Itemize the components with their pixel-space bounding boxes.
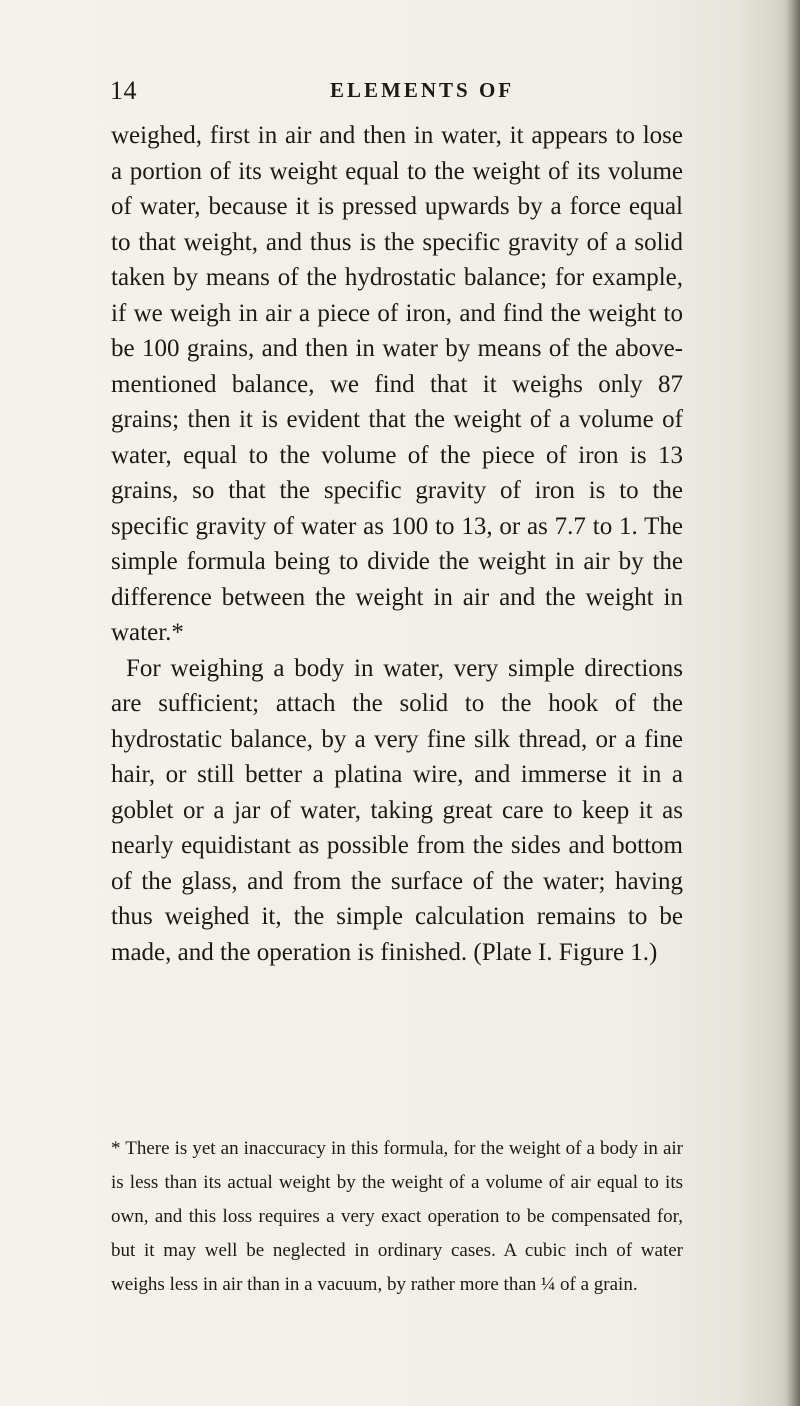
running-head bbox=[0, 76, 760, 112]
page-number: 14 bbox=[110, 76, 137, 105]
paragraph-1: weighed, first in air and then in water, it appears to lose a portion of its weight equal to the weight of its volume of water, because it is pressed upwards by a force equal to that weight, and thus is the specific gravity of a solid taken by means of the hydrostatic balance; for example, if we weigh in air a piece of iron, and find the weight to be 100 grains, and then in water by means of the above-mentioned balance, we find that it weighs only 87 grains; then it is evident that the weight of a volume of water, equal to the volume of the piece of iron is 13 grains, so that the specific gravity of iron is to the specific gravity of water as 100 to 13, or as 7.7 to 1. The simple formula being to divide the weight in air by the difference between the weight in air and the weight in water.* bbox=[111, 122, 683, 646]
running-title: ELEMENTS OF bbox=[330, 78, 515, 102]
paragraph-2: For weighing a body in water, very simple directions are sufficient; attach the solid to the hook of the hydrostatic balance, by a very fine silk thread, or a fine hair, or still better a platina wire, and immerse it in a goblet or a jar of water, taking great care to keep it as nearly equidistant as possible from the sides and bottom of the glass, and from the surface of the water; having thus weighed it, the simple calculation remains to be made, and the operation is finished. (Plate I. Figure 1.) bbox=[111, 654, 683, 966]
page-edge-shadow bbox=[786, 0, 800, 1406]
footnote: * There is yet an inaccuracy in this formula, for the weight of a body in air is less than its actual weight by the weight of a volume of air equal to its own, and this loss requires a very exact operation to be compensated for, but it may well be neglected in ordinary cases. A cubic inch of water weighs less in air than in a vacuum, by rather more than ¼ of a grain. bbox=[111, 1138, 683, 1295]
main-text bbox=[111, 118, 683, 970]
